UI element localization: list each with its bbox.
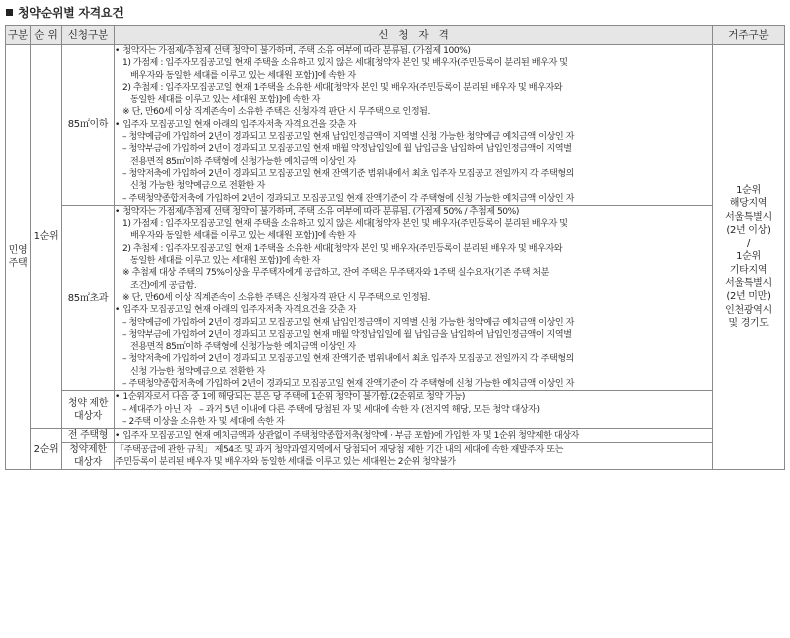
text-line: • 청약자는 가점제/추첨제 선택 청약이 불가하며, 주택 소유 여부에 따라 분류됨. (가점제 50% / 추첨제 50%) [115,206,519,217]
section-title [6,4,124,21]
residence-line: 서울특별시 [725,211,772,223]
header-jagyeok: 신 청 자 격 [115,26,713,45]
text-line: 전용면적 85㎡이하 주택형에 신청가능한 예치금액 이상인 자 [130,156,356,167]
text-line: – 세대주가 아닌 자 – 과거 5년 이내에 다른 주택에 당첨된 자 및 세대에 속한 자 (전지역 해당, 모든 청약 대상자) [122,404,540,415]
text-line: 배우자와 동일한 세대를 이루고 있는 세대원 포함)]에 속한 자 [130,70,356,81]
text-line: 동일한 세대를 이루고 있는 세대원 포함)]에 속한 자 [130,95,320,106]
header-sincheong: 신청구분 [62,26,115,45]
residence-cell [713,45,785,470]
residence-line: 기타지역 [729,264,768,276]
header-geoju: 거주구분 [713,26,785,45]
table-header-row [6,26,785,45]
residence-line: (2년 미만) [726,291,771,303]
square-bullet-icon [6,9,13,16]
text-line: – 청약저축에 가입하여 2년이 경과되고 모집공고일 현재 잔액기준 범위내에서 최초 입주자 모집공고 전일까지 각 주택형의 [122,354,574,365]
label-line: 대상자 [73,410,103,422]
text-line: ※ 단, 만60세 이상 직계존속이 소유한 주택은 신청자격 판단 시 무주택으로 인정됨. [122,107,430,118]
residence-line: 인천광역시 [725,304,772,316]
text-line: – 청약예금에 가입하여 2년이 경과되고 모집공고일 현재 납입인정금액이 지역별 신청 가능한 청약예금 예치금액 이상인 자 [122,132,574,143]
residence-line: 및 경기도 [728,317,769,329]
text-line: • 입주자 모집공고일 현재 아래의 입주자저축 자격요건을 갖춘 자 [115,119,357,130]
residence-line: (2년 이상) [726,224,771,236]
label-line: 청약 제한 [67,397,109,409]
text-line: – 주택청약종합저축에 가입하여 2년이 경과되고 모집공고일 현재 잔액기준이 각 주택형에 신청 가능한 예치금액 이상인 자 [122,379,574,390]
label-line: 청약제한 [69,444,107,456]
rank1-cell: 1순위 [31,45,62,429]
table-row [6,391,785,429]
text-line: • 입주자 모집공고일 현재 아래의 입주자저축 자격요건을 갖춘 자 [115,305,357,316]
table-row [6,205,785,390]
table-row [6,429,785,443]
gubun-line: 주택 [8,258,28,270]
text-line: 신청 가능한 청약예금으로 전환한 자 [130,366,265,377]
text-line: 신청 가능한 청약예금으로 전환한 자 [130,181,265,192]
text-line: – 2주택 이상을 소유한 자 및 세대에 속한 자 [122,416,285,427]
residence-line: 서울특별시 [725,278,772,290]
header-sunwi: 순 위 [31,26,62,45]
text-line: ※ 추첨제 대상 주택의 75%이상을 무주택자에게 공급하고, 잔여 주택은 무주택자와 1주택 실수요자(기존 주택 처분 [122,268,550,279]
label-restrict1 [62,391,115,429]
text-line: 「주택공급에 관한 규칙」 제54조 및 과거 청약과열지역에서 당첨되어 재당첨 제한 기간 내의 세대에 속한 재발주자 또는 [115,444,563,455]
text-line: – 청약저축에 가입하여 2년이 경과되고 모집공고일 현재 잔액기준 범위내에서 최초 입주자 모집공고 전일까지 각 주택형의 [122,168,574,179]
text-line: – 청약부금에 가입하여 2년이 경과되고 모집공고일 현재 매월 약정납입일에 월 납입금을 납입하여 납입인정금액이 지역별 [122,329,572,340]
text-line: 동일한 세대를 이루고 있는 세대원 포함)]에 속한 자 [130,256,320,267]
content-restrict2 [115,443,713,470]
label-restrict2 [62,443,115,470]
content-restrict1 [115,391,713,429]
text-line: – 청약부금에 가입하여 2년이 경과되고 모집공고일 현재 매월 약정납입일에 월 납입금을 납입하여 납입인정금액이 지역별 [122,144,572,155]
label-85over: 85㎡초과 [62,205,115,390]
text-line: – 청약예금에 가입하여 2년이 경과되고 모집공고일 현재 납입인정금액이 지역별 신청 가능한 청약예금 예치금액 이상인 자 [122,317,574,328]
content-85below [115,45,713,206]
eligibility-table [5,25,785,470]
text-line: 조건)에게 공급함. [130,280,197,291]
residence-line: 1순위 [736,184,761,196]
text-line: • 입주자 모집공고일 현재 예치금액과 상관없이 주택청약종합저축(청약예 · 부금 포함)에 가입한 자 및 1순위 청약제한 대상자 [115,430,579,441]
label-85below: 85㎡이하 [62,45,115,206]
text-line: 전용면적 85㎡이하 주택형에 신청가능한 예치금액 이상인 자 [130,342,356,353]
label-line: 대상자 [73,457,103,469]
text-line: 1) 가점제 : 입주자모집공고일 현재 주택을 소유하고 있지 않은 세대[청약자 본인 및 배우자(주민등록이 분리된 배우자 및 [122,219,568,230]
gubun-line: 민영 [8,245,28,257]
content-85over [115,205,713,390]
header-gubun: 구분 [6,26,31,45]
text-line: – 주택청약종합저축에 가입하여 2년이 경과되고 모집공고일 현재 잔액기준이 각 주택형에 신청 가능한 예치금액 이상인 자 [122,193,574,204]
table-row [6,45,785,206]
text-line: 주민등록이 분리된 배우자 및 배우자와 동일한 세대를 이루고 있는 세대원는 2순위 청약불가 [115,457,456,468]
label-all: 전 주택형 [62,429,115,443]
text-line: 배우자와 동일한 세대를 이루고 있는 세대원 포함)]에 속한 자 [130,231,356,242]
rank2-cell: 2순위 [31,429,62,470]
residence-line: / [746,238,751,250]
text-line: 2) 추첨제 : 입주자모집공고일 현재 1주택을 소유한 세대[청약자 본인 및 배우자(주민등록이 분리된 배우자 및 배우자와 [122,243,563,254]
content-all [115,429,713,443]
residence-line: 1순위 [736,251,761,263]
text-line: 2) 추첨제 : 입주자모집공고일 현재 1주택을 소유한 세대[청약자 본인 및 배우자(주민등록이 분리된 배우자 및 배우자와 [122,82,563,93]
table-row [6,443,785,470]
residence-line: 해당지역 [729,198,768,210]
text-line: 1) 가점제 : 입주자모집공고일 현재 주택을 소유하고 있지 않은 세대[청약자 본인 및 배우자(주민등록이 분리된 배우자 및 [122,58,568,69]
section-title-text: 청약순위별 자격요건 [18,6,124,20]
text-line: • 1순위자로서 다음 중 1에 해당되는 분은 당 주택에 1순위 청약이 불가함.(2순위로 청약 가능) [115,392,465,403]
gubun-cell [6,45,31,470]
text-line: ※ 단, 만60세 이상 직계존속이 소유한 주택은 신청자격 판단 시 무주택으로 인정됨. [122,292,430,303]
text-line: • 청약자는 가점제/추첨제 선택 청약이 불가하며, 주택 소유 여부에 따라 분류됨. (가점제 100%) [115,46,471,56]
